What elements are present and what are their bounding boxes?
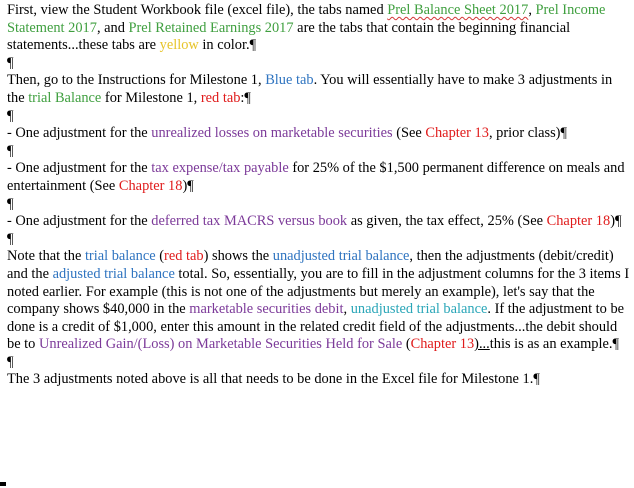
paragraph-trial-balance-note[interactable]	[7, 248, 631, 354]
text-run: for 25% of the $1,500 permanent difference on meals and entertainment (See	[7, 160, 625, 194]
pilcrow-mark: ¶	[560, 125, 568, 142]
text-run: ,	[343, 301, 351, 318]
text-run: (See	[392, 125, 426, 142]
pilcrow-mark: ¶	[249, 37, 257, 54]
paragraph-adjustment-deferred-tax[interactable]	[7, 213, 631, 231]
unrealized-losses-term: unrealized losses on marketable securities	[151, 125, 393, 142]
unadjusted-trial-balance-term: unadjusted trial balance	[350, 301, 488, 318]
unadjusted-trial-balance-term: unadjusted trial balance	[272, 248, 410, 265]
pilcrow-mark: ¶	[7, 142, 14, 159]
text-run: , prior class)	[488, 125, 561, 142]
pilcrow-mark: ¶	[7, 54, 14, 71]
text-run: The 3 adjustments noted above is all that needs to be done in the Excel file for Milestone 1.	[7, 371, 534, 388]
tab-name-prel-income-statement: Prel Income Statement 2017	[7, 2, 606, 36]
pilcrow-mark: ¶	[612, 336, 619, 353]
text-run: total. So, essentially, you are to fill in the adjustment columns for the 3 items I noted earlier. For example (this is not one of the adjustments but merely an example), let's say that the company shows $40,000 in the	[7, 265, 630, 318]
text-run: Note that the	[7, 248, 85, 265]
trial-balance-label: trial Balance	[28, 89, 102, 106]
pilcrow-mark: ¶	[614, 213, 622, 230]
text-run: as given, the tax effect, 25% (See	[347, 213, 547, 230]
tab-name-prel-retained-earnings: Prel Retained Earnings 2017	[128, 19, 294, 36]
text-run: are the tabs that contain the beginning financial statements...these tabs are	[7, 19, 571, 54]
adjusted-trial-balance-term: adjusted trial balance	[52, 265, 175, 282]
text-run: , and	[96, 19, 129, 36]
text-run: ,	[528, 2, 536, 18]
paragraph-adjustment-tax-expense[interactable]	[7, 160, 631, 195]
text-run: :	[240, 89, 245, 106]
paragraph-conclusion[interactable]	[7, 371, 631, 389]
text-run: - One adjustment for the	[7, 125, 152, 142]
empty-paragraph[interactable]	[7, 231, 631, 249]
empty-paragraph[interactable]	[7, 143, 631, 161]
pilcrow-mark: ¶	[7, 107, 14, 124]
pilcrow-mark: ¶	[533, 371, 540, 388]
red-tab-label: red tab	[164, 248, 204, 265]
tab-name-prel-balance-sheet: Prel Balance Sheet 2017	[387, 2, 529, 18]
unrealized-gain-loss-term: Unrealized Gain/(Loss) on Marketable Securities Held for Sale	[38, 336, 403, 353]
paragraph-instructions[interactable]	[7, 72, 631, 107]
text-run: - One adjustment for the	[7, 160, 152, 177]
blue-tab-label: Blue tab	[265, 72, 314, 89]
text-run: )	[610, 213, 615, 230]
empty-paragraph[interactable]	[7, 354, 631, 372]
chapter-reference: Chapter 13	[410, 336, 475, 353]
empty-paragraph[interactable]	[7, 55, 631, 73]
deferred-tax-term: deferred tax MACRS versus book	[151, 213, 348, 230]
text-run: . You will essentially have to make 3 adjustments in the	[7, 72, 613, 106]
text-run: . If the adjustment to be done is a credit of $1,000, enter this amount in the related credit field of the adjustments...the debit should be to	[7, 301, 625, 353]
trial-balance-term: trial balance	[84, 248, 156, 265]
text-cursor-marker	[0, 482, 6, 486]
paragraph-workbook-tabs[interactable]	[7, 2, 631, 55]
pilcrow-mark: ¶	[7, 230, 14, 247]
text-run: - One adjustment for the	[7, 213, 152, 230]
document-page[interactable]	[7, 2, 631, 389]
text-run: Then, go to the Instructions for Milestone 1,	[7, 72, 266, 89]
chapter-reference: Chapter 18	[546, 213, 611, 230]
color-word-yellow: yellow	[159, 37, 199, 54]
text-run-underlined: )...	[474, 336, 490, 353]
pilcrow-mark: ¶	[7, 195, 14, 212]
text-run: (	[402, 336, 411, 353]
text-run: First, view the Student Workbook file (excel file), the tabs named	[7, 2, 388, 18]
empty-paragraph[interactable]	[7, 108, 631, 126]
marketable-securities-debit-term: marketable securities debit	[189, 301, 344, 318]
text-run: for Milestone 1,	[101, 89, 201, 106]
pilcrow-mark: ¶	[7, 353, 14, 370]
text-run: this is as an example.	[489, 336, 613, 353]
pilcrow-mark: ¶	[187, 177, 194, 194]
paragraph-adjustment-unrealized-losses[interactable]	[7, 125, 631, 143]
chapter-reference: Chapter 18	[118, 177, 183, 194]
empty-paragraph[interactable]	[7, 196, 631, 214]
text-run: , then the adjustments (debit/credit) and the	[7, 248, 614, 282]
text-run: (	[155, 248, 165, 265]
text-run: )	[182, 177, 188, 194]
chapter-reference: Chapter 13	[425, 125, 489, 142]
pilcrow-mark: ¶	[244, 89, 251, 106]
text-run: ) shows the	[203, 248, 273, 265]
text-run: in color.	[198, 37, 250, 54]
tax-expense-term: tax expense/tax payable	[151, 160, 289, 177]
red-tab-label: red tab	[200, 89, 241, 106]
